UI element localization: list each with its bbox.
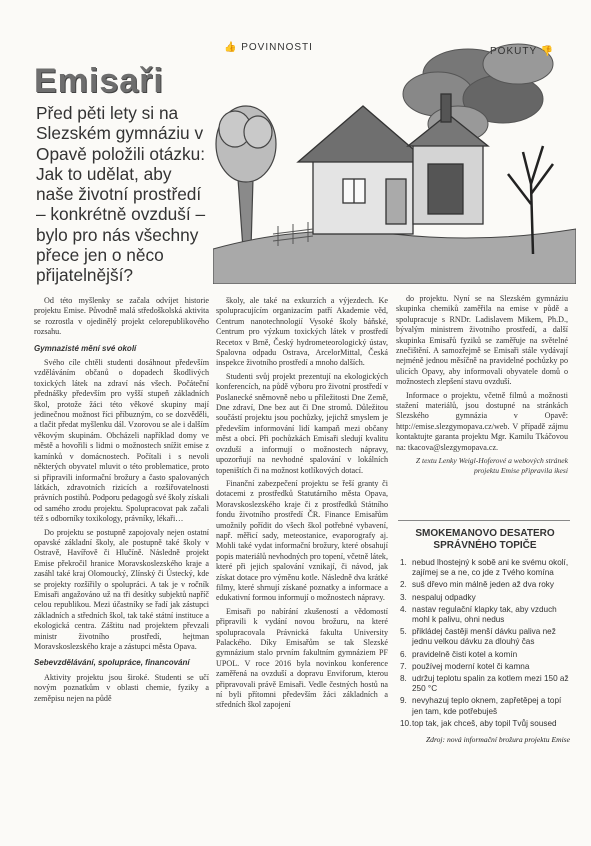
list-item: 7. používej moderní kotel či kamna: [400, 661, 530, 671]
list-item: 3. nespaluj odpadky: [400, 592, 476, 602]
paragraph: Informace o projektu, včetně filmů a možnosti stažení materiálů, jsou dostupné na stránkách Slezského gymnázia v Opavě: http://emise.slezgymopava.cz/web. V případě zájmu kontaktujte garanta projektu Mgr. Kamilu Tkáčovou na: tkacova@slezgymopava.cz.: [396, 390, 568, 452]
article-column-1: [34, 296, 209, 707]
box-title: SMOKEMANOVO DESATERO SPRÁVNÉHO TOPIČE: [415, 528, 555, 551]
list-item: 2. suš dřevo min málně jeden až dva roky: [400, 580, 554, 590]
stamp-povinnosti: 👍 POVINNOSTI: [224, 42, 313, 53]
stamp-pokuty: POKUTY 👎: [490, 46, 555, 57]
subheading: Gymnazisté mění své okolí: [34, 343, 137, 353]
left-tree: [216, 106, 276, 249]
paragraph: Do projektu se postupně zapojovaly nejen ostatní opavské základní školy, ale postupně také školy v Ostravě, Havířově či Hlučíně. Následně projekt Emise překročil hranice Moravskoslezského kraje a zasáhl také kraj Olomoucký, Zlínský či Ústecký, kde se projekty rozšířily o spolupráci. A tak je v ročník Emisaři angažováno už na tři desítky subjektů napříč celou republikou. Mezi účastníky se řadí jak zástupci základních a středních škol, tak také státní instituce a ekologická centra. Záštitu nad projektem převzali ministr životního prostředí, hejtman Moravskoslezského kraje a zástupci města Opava.: [34, 527, 209, 651]
paragraph: Finanční zabezpečení projektu se řeší granty či dotacemi z prostředků Statutárního města Opava, Moravskoslezského kraje či z prostředků Státního fondu životního prostředí ČR. Finance Emisařům umožnily pořídit do všech škol potřebné vybavení, např. měřicí sady, meteostanice, evaporografy aj. Mohli také vydat informační brožury, které obsahují popis materiálů nevhodných pro topení, včetně látek, které při jejich spalování vznikají, či návod, jak získat dotace pro výměnu kotle. Následně dva krátké filmy, které shrnují získané poznatky a informace a edukativní formou informují o možnostech nápravy.: [216, 478, 388, 603]
paragraph: Od této myšlenky se začala odvíjet historie projektu Emise. Původně malá středoškolská aktivita se rozrostla v ojedinělý projekt celorepublikového rozsahu.: [34, 296, 209, 337]
rules-list: [400, 558, 570, 729]
article-caption: Z textu Lenky Weigl-Hoferové a webových stránek projektu Emise připravila ikesi: [415, 456, 568, 475]
thumbs-down-icon: 👎: [540, 46, 555, 57]
subheading: Sebevzdělávání, spolupráce, financování: [34, 658, 190, 668]
smoke-clouds: [403, 44, 553, 142]
box-divider: [398, 520, 570, 521]
list-item: 4. nastav regulační klapky tak, aby vzduch mohl k palivu, ohni nedus: [400, 604, 557, 625]
paragraph: Studenti svůj projekt prezentují na ekologických konferencích, na půdě výboru pro životní prostředí v Poslanecké sněmovně nebo u příležitosti Dne Země, Dne zdraví, Dne bez aut či Dne stromů. Důležitou součástí projektu jsou pochůzky, jejichž smyslem je především informování lidí kampaň mezi občany měst a obcí. Při pochůzkách Emisaři sledují kvalitu ovzduší a informují o možnostech nápravy, upozorňují na nevhodné spalování v lokálních topeništích či na možnost kotlíkových dotací.: [216, 371, 388, 475]
article-title: Emisaři: [34, 62, 164, 100]
article-column-3: [396, 294, 568, 478]
list-item: 1. nebud lhostejný k sobě ani ke svému okolí, zajímej se a ne, co jde z Tvého komína: [400, 558, 569, 578]
paragraph: do projektu. Nyní se na Slezském gymnáziu skupinka chemiků zaměřila na emise v půdě a spolupracuje s RNDr. Ladislavem Mikem, Ph.D., bývalým ministrem životního prostředí, a další skupinka Emisařů fyziků se zaměřuje na světelné znečištění. A samozřejmě se Emisaři stále vydávají nejméně jednou měsíčně na pravidelné pochůzky po ulicích Opavy, aby informovali obyvatele domů o možnostech zlepšení stavu ovzduší.: [396, 294, 568, 387]
list-item: 5. přikládej častěji menší dávku paliva než jednu velkou dávku za dlouhý čas: [400, 627, 556, 647]
list-item: 6. pravidelně čisti kotel a komín: [400, 649, 518, 659]
list-item: 9. nevyhazuj teplo oknem, zapřetěpej a topí jen tam, kde potřebuješ: [400, 696, 562, 716]
paragraph: Emisaři po nabírání zkušeností a vědomostí připravili k vydání novou brožuru, na které spolupracovala Právnická fakulta University Palackého. Díky Emisařům se tak Slezské gymnázium stalo prvním fakultním gymnáziem PF UPOL. V roce 2016 byla novinkou konference zaměřená na ovzduší a dopravu Enviforum, kterou připravovali právě Emisaři. Vedle čestných hostů na ní byli přítomni především žáci základních a středních škol zapojení: [216, 606, 388, 710]
smokeman-box: [400, 528, 570, 745]
article-lead: Před pěti lety si na Slezském gymnáziu v Opavě položili otázku: Jak to udělat, aby naše životní prostředí – konkrétně ovzduší – bylo pro nás všechny přece jen o něco přijatelnější?: [36, 103, 206, 286]
paragraph: Aktivity projektu jsou široké. Studenti se učí novým poznatkům v oblasti chemie, fyziky a zeměpisu nejen na půdě: [34, 672, 209, 703]
list-item: 10. top tak, jak chceš, aby topil Tvůj soused: [400, 718, 557, 728]
paragraph: Svého cíle chtěli studenti dosáhnout především vzděláváním občanů o dopadech škodlivých toxických látek na zdraví nás všech. Počáteční přednášky především pro vyšší stupeň základních škol, protože žáci této věkové skupiny mají jedinečnou možnost říci příbuzným, co se dozvěděli, a tlačit předat myšlenku dál. Vzorovou se ale i dalším věkovým skupinám. Obcházeli například domy ve městě a hovořili s lidmi o možnostech snížit emise z kamínků v domácnostech. Počítali i s nevoli některých obyvatel mluvit o této problematice, proto si připravili informační brožury a často spalovaných látkách, zdravotních rizicích a rozšiřovatelnosti právních postihů. Podporu pedagogů své školy získali od samého zrodu projektu. Spolupracovat pak začali též s odborníky toxikology, právníky, lékaři…: [34, 358, 209, 524]
house-illustration: [213, 34, 576, 284]
list-item: 8. udržuj teplotu spalin za kotlem mezi 150 až 250 °C: [400, 674, 569, 694]
thumbs-up-icon: 👍: [224, 42, 238, 53]
article-column-2: [216, 296, 388, 714]
box-source: Zdroj: nová informační brožura projektu Emise: [425, 735, 570, 745]
paragraph: školy, ale také na exkurzích a výjezdech. Ke spolupracujícím organizacím patří Akademie věd, Centrum nanotechnologií Vysoké školy báňské, Centrum pro výzkum toxických látek v prostředí Recetox v Brně, Český hydrometeorologický ústav, Spalovna odpadu Ostrava, ArcelorMittal, Česká inspekce životního prostředí a mnoho dalších.: [216, 296, 388, 368]
ground: [213, 229, 576, 284]
